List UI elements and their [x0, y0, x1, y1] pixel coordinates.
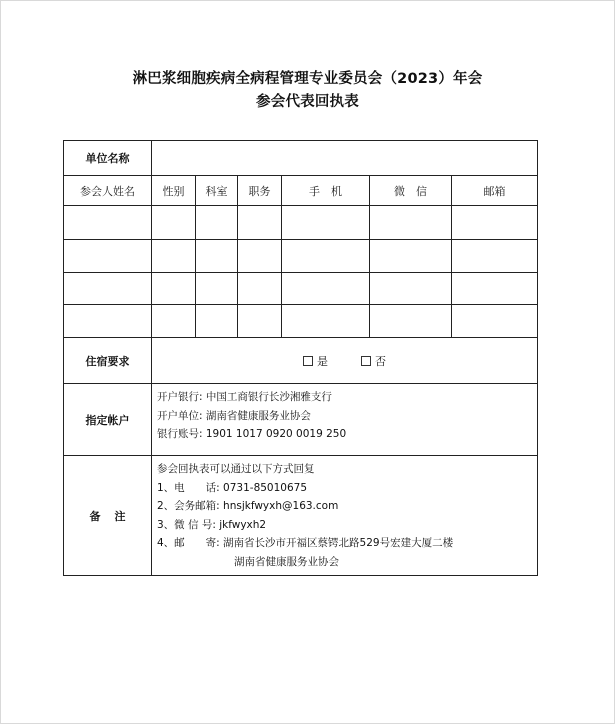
cell-gender[interactable]: [152, 240, 196, 273]
form-title: 淋巴浆细胞疾病全病程管理专业委员会（2023）年会: [132, 71, 483, 87]
account-holder: 开户单位: 湖南省健康服务业协会: [157, 409, 311, 422]
remarks-intro: 参会回执表可以通过以下方式回复: [157, 463, 315, 475]
cell-mobile[interactable]: [282, 240, 370, 273]
cell-position[interactable]: [238, 273, 282, 305]
cell-gender[interactable]: [152, 305, 196, 338]
unit-name-label: 单位名称: [64, 141, 152, 176]
header-wechat: 微 信: [370, 176, 452, 206]
attendee-row: [64, 206, 538, 240]
cell-email[interactable]: [452, 273, 538, 305]
cell-name[interactable]: [64, 206, 152, 240]
cell-position[interactable]: [238, 206, 282, 240]
remarks-mail-address: 4、邮 寄: 湖南省长沙市开福区蔡锷北路529号宏建大厦二楼: [157, 537, 454, 549]
attendee-row: [64, 240, 538, 273]
header-row: [64, 176, 538, 206]
account-number: 银行账号: 1901 1017 0920 0019 250: [157, 428, 347, 440]
lodging-no-checkbox[interactable]: [361, 356, 371, 366]
account-info: [152, 384, 538, 456]
cell-wechat[interactable]: [370, 240, 452, 273]
cell-email[interactable]: [452, 240, 538, 273]
unit-name-field[interactable]: [152, 141, 538, 176]
cell-department[interactable]: [196, 240, 238, 273]
remarks-info: [152, 456, 538, 576]
lodging-yes-label: 是: [317, 354, 329, 368]
cell-wechat[interactable]: [370, 305, 452, 338]
header-name: 参会人姓名: [64, 176, 152, 206]
remarks-row: [64, 456, 538, 576]
cell-wechat[interactable]: [370, 206, 452, 240]
lodging-row: [64, 338, 538, 384]
lodging-no-label: 否: [375, 354, 387, 368]
remarks-wechat: 3、微 信 号: jkfwyxh2: [157, 518, 267, 531]
remarks-label: 备注: [64, 456, 152, 576]
header-department: 科室: [196, 176, 238, 206]
attendee-row: [64, 273, 538, 305]
cell-position[interactable]: [238, 240, 282, 273]
cell-name[interactable]: [64, 273, 152, 305]
cell-gender[interactable]: [152, 273, 196, 305]
cell-gender[interactable]: [152, 206, 196, 240]
registration-form-table: [63, 140, 538, 576]
unit-row: [64, 141, 538, 176]
lodging-options: [152, 338, 538, 384]
lodging-yes-checkbox[interactable]: [303, 356, 313, 366]
cell-wechat[interactable]: [370, 273, 452, 305]
cell-mobile[interactable]: [282, 305, 370, 338]
remarks-email: 2、会务邮箱: hnsjkfwyxh@163.com: [157, 500, 339, 512]
cell-department[interactable]: [196, 305, 238, 338]
cell-position[interactable]: [238, 305, 282, 338]
cell-mobile[interactable]: [282, 273, 370, 305]
cell-name[interactable]: [64, 305, 152, 338]
lodging-label: 住宿要求: [64, 338, 152, 384]
header-gender: 性别: [152, 176, 196, 206]
cell-email[interactable]: [452, 305, 538, 338]
bank-name: 开户银行: 中国工商银行长沙湘雅支行: [157, 391, 332, 403]
account-label: 指定帐户: [64, 384, 152, 456]
header-email: 邮箱: [452, 176, 538, 206]
remarks-phone: 1、电 话: 0731-85010675: [157, 481, 308, 494]
cell-department[interactable]: [196, 273, 238, 305]
account-row: [64, 384, 538, 456]
cell-name[interactable]: [64, 240, 152, 273]
cell-department[interactable]: [196, 206, 238, 240]
attendee-row: [64, 305, 538, 338]
header-position: 职务: [238, 176, 282, 206]
cell-mobile[interactable]: [282, 206, 370, 240]
header-mobile: 手 机: [282, 176, 370, 206]
form-subtitle: 参会代表回执表: [256, 94, 359, 110]
remarks-mail-recipient: 湖南省健康服务业协会: [234, 555, 339, 568]
cell-email[interactable]: [452, 206, 538, 240]
